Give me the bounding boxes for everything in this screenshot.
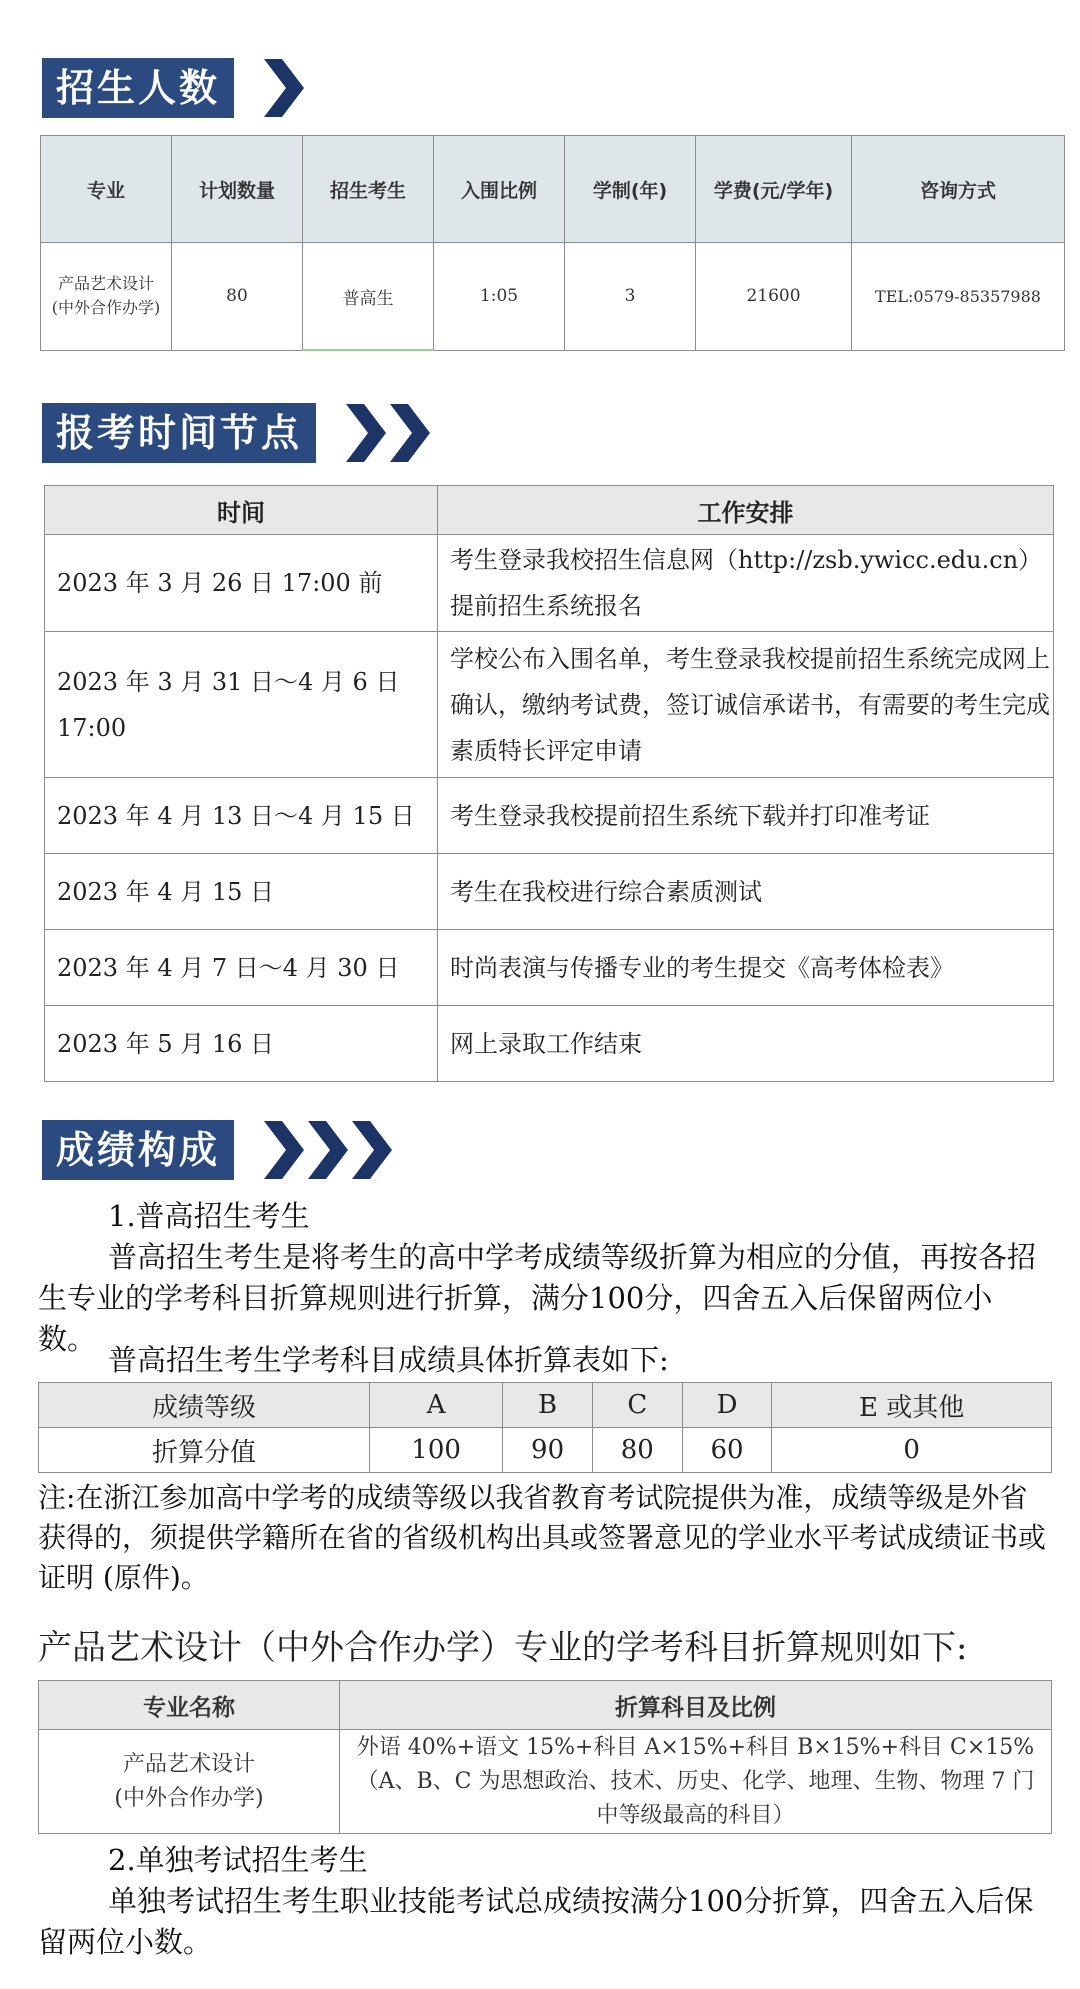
col-header: B xyxy=(503,1383,593,1428)
cell: 80 xyxy=(592,1428,682,1473)
section-timeline-header xyxy=(42,403,434,463)
cell-ratio: 1:05 xyxy=(434,243,565,351)
section-title: 报考时间节点 xyxy=(42,403,316,463)
col-header: 入围比例 xyxy=(434,136,565,243)
col-header: D xyxy=(682,1383,772,1428)
cell-rule: 外语 40%+语文 15%+科目 A×15%+科目 B×15%+科目 C×15%（A、B、C 为思想政治、技术、历史、化学、地理、生物、物理 7 门中等级最高的科目） xyxy=(340,1730,1052,1834)
cell-task: 考生登录我校提前招生系统下载并打印准考证 xyxy=(438,778,1054,854)
chevron-icons xyxy=(346,404,434,462)
chevron-icons xyxy=(264,1121,396,1179)
cell: 60 xyxy=(682,1428,772,1473)
col-header: E 或其他 xyxy=(772,1383,1052,1428)
cell-task: 网上录取工作结束 xyxy=(438,1006,1054,1082)
col-header: 折算科目及比例 xyxy=(340,1681,1052,1730)
table-row xyxy=(45,1006,1054,1082)
paragraph-separate-desc: 单独考试招生考生职业技能考试总成绩按满分100分折算，四舍五入后保留两位小数。 xyxy=(38,1884,1034,1959)
chevron-right-icon xyxy=(346,404,386,462)
table-row xyxy=(45,854,1054,930)
major-rule-table xyxy=(38,1680,1052,1834)
cell: 0 xyxy=(772,1428,1052,1473)
col-header: 专业 xyxy=(41,136,172,243)
table-row xyxy=(39,1730,1052,1834)
cell-time: 2023 年 5 月 16 日 xyxy=(45,1006,438,1082)
chevron-right-icon xyxy=(264,1121,304,1179)
grade-conversion-table xyxy=(38,1382,1052,1473)
chevron-right-icon xyxy=(308,1121,348,1179)
table-row xyxy=(45,778,1054,854)
paragraph-regular-desc: 普高招生考生是将考生的高中学考成绩等级折算为相应的分值，再按各招生专业的学考科目折算规则进行折算，满分100分，四舍五入后保留两位小数。 xyxy=(38,1240,1037,1356)
cell-time: 2023 年 3 月 26 日 17:00 前 xyxy=(45,535,438,632)
col-header: A xyxy=(370,1383,503,1428)
chevron-right-icon xyxy=(390,404,430,462)
cell-major: 产品艺术设计 (中外合作办学) xyxy=(39,1730,340,1834)
timeline-table xyxy=(44,485,1054,1082)
col-header: 咨询方式 xyxy=(852,136,1065,243)
section-score-header xyxy=(42,1120,396,1180)
cell-task: 学校公布入围名单，考生登录我校提前招生系统完成网上确认，缴纳考试费，签订诚信承诺书，有需要的考生完成素质特长评定申请 xyxy=(438,632,1054,778)
table-row xyxy=(45,535,1054,632)
cell-task: 时尚表演与传播专业的考生提交《高考体检表》 xyxy=(438,930,1054,1006)
cell-student-type: 普高生 xyxy=(303,243,434,351)
cell-task: 考生在我校进行综合素质测试 xyxy=(438,854,1054,930)
col-header: 学费(元/学年) xyxy=(696,136,852,243)
section-title: 成绩构成 xyxy=(42,1120,234,1180)
chevron-right-icon xyxy=(264,59,304,117)
col-header: 成绩等级 xyxy=(39,1383,370,1428)
cell-major: 产品艺术设计 (中外合作办学) xyxy=(41,243,172,351)
col-header: 计划数量 xyxy=(172,136,303,243)
col-header-time: 时间 xyxy=(45,486,438,535)
cell-time: 2023 年 4 月 7 日～4 月 30 日 xyxy=(45,930,438,1006)
cell-time: 2023 年 4 月 13 日～4 月 15 日 xyxy=(45,778,438,854)
chevron-icons xyxy=(264,59,308,117)
note-paragraph: 注:在浙江参加高中学考的成绩等级以我省教育考试院提供为准，成绩等级是外省获得的，须提供学籍所在省的省级机构出具或签署意见的学业水平考试成绩证书或证明 (原件)。 xyxy=(38,1481,1047,1594)
cell-task: 考生登录我校招生信息网（http://zsb.ywicc.edu.cn）提前招生系统报名 xyxy=(438,535,1054,632)
cell-tuition: 21600 xyxy=(696,243,852,351)
col-header: C xyxy=(592,1383,682,1428)
cell-years: 3 xyxy=(565,243,696,351)
cell-quota: 80 xyxy=(172,243,303,351)
enrollment-table xyxy=(40,135,1065,351)
col-header: 学制(年) xyxy=(565,136,696,243)
section-title: 招生人数 xyxy=(42,58,234,118)
cell: 90 xyxy=(503,1428,593,1473)
col-header: 招生考生 xyxy=(303,136,434,243)
cell-contact: TEL:0579-85357988 xyxy=(852,243,1065,351)
col-header: 专业名称 xyxy=(39,1681,340,1730)
table-row xyxy=(45,930,1054,1006)
cell-time: 2023 年 3 月 31 日～4 月 6 日 17:00 xyxy=(45,632,438,778)
heading-regular-students: 1.普高招生考生 xyxy=(108,1199,310,1233)
chevron-right-icon xyxy=(352,1121,392,1179)
table-row xyxy=(39,1428,1052,1473)
section-enrollment-header xyxy=(42,58,308,118)
heading-separate-exam: 2.单独考试招生考生 xyxy=(108,1843,368,1877)
col-header-task: 工作安排 xyxy=(438,486,1054,535)
conversion-rule-subtitle: 产品艺术设计（中外合作办学）专业的学考科目折算规则如下: xyxy=(38,1628,968,1668)
cell-time: 2023 年 4 月 15 日 xyxy=(45,854,438,930)
cell: 折算分值 xyxy=(39,1428,370,1473)
table-row xyxy=(45,632,1054,778)
table-row xyxy=(41,243,1065,351)
paragraph-table-intro: 普高招生考生学考科目成绩具体折算表如下: xyxy=(108,1343,669,1377)
cell: 100 xyxy=(370,1428,503,1473)
